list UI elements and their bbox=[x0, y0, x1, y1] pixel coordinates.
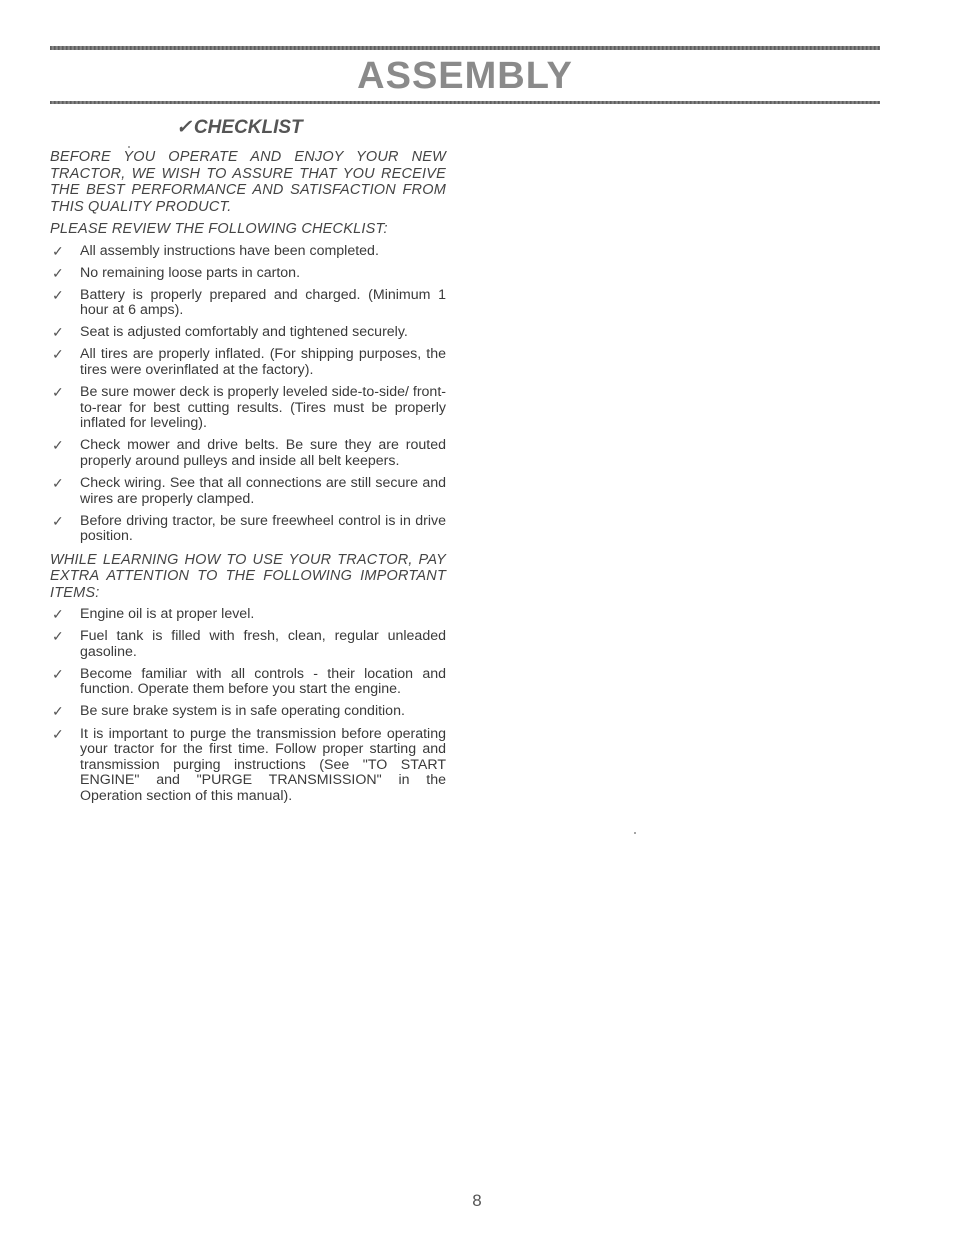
checklist-item-text: Engine oil is at proper level. bbox=[80, 606, 255, 622]
checklist-item bbox=[50, 514, 446, 545]
checklist-heading bbox=[176, 116, 446, 139]
checklist-item bbox=[50, 667, 446, 698]
check-icon: ✓ bbox=[52, 286, 64, 303]
check-icon: ✓ bbox=[52, 437, 64, 454]
checklist-item bbox=[50, 607, 446, 623]
check-icon: ✓ bbox=[52, 665, 64, 682]
checklist-item bbox=[50, 266, 446, 282]
header-bottom-rule bbox=[50, 101, 880, 104]
checklist-item bbox=[50, 476, 446, 507]
checklist-item bbox=[50, 704, 446, 720]
checklist-item-text: No remaining loose parts in carton. bbox=[80, 264, 301, 281]
checklist-item-text: All assembly instructions have been completed. bbox=[80, 242, 379, 259]
learning-intro: WHILE LEARNING HOW TO USE YOUR TRACTOR, PAY EXTRA ATTENTION TO THE FOLLOWING IMPORTANT ITEMS: bbox=[50, 551, 446, 601]
print-speck bbox=[128, 146, 130, 148]
check-icon: ✓ bbox=[52, 628, 64, 645]
checklist-item-text: Fuel tank is filled with fresh, clean, regular unleaded gasoline. bbox=[80, 628, 446, 660]
checklist-review-prompt: PLEASE REVIEW THE FOLLOWING CHECKLIST: bbox=[50, 221, 388, 237]
checklist-item-text: Be sure mower deck is properly leveled side-to-side/ front-to-rear for best cutting results. (Tires must be properly inflated for leveling). bbox=[80, 384, 446, 432]
check-icon: ✓ bbox=[52, 703, 64, 720]
checklist-item-text: Be sure brake system is in safe operating condition. bbox=[80, 703, 405, 720]
check-icon: ✓ bbox=[176, 117, 192, 138]
checklist-item-text: Battery is properly prepared and charged. (Minimum 1 hour at 6 amps). bbox=[80, 286, 446, 319]
checklist-item bbox=[50, 385, 446, 432]
page-number: 8 bbox=[472, 1191, 482, 1210]
check-icon: ✓ bbox=[52, 264, 64, 281]
check-icon: ✓ bbox=[52, 475, 64, 492]
checklist-item bbox=[50, 438, 446, 469]
checklist-item bbox=[50, 727, 446, 805]
print-speck bbox=[634, 832, 636, 834]
check-icon: ✓ bbox=[52, 384, 64, 401]
check-icon: ✓ bbox=[52, 324, 64, 341]
checklist-item bbox=[50, 288, 446, 319]
check-icon: ✓ bbox=[52, 725, 64, 742]
checklist-item bbox=[50, 347, 446, 378]
learning-items bbox=[50, 607, 446, 805]
check-icon: ✓ bbox=[52, 242, 64, 259]
checklist-item bbox=[50, 244, 446, 260]
checklist-item-text: Check mower and drive belts. Be sure they are routed properly around pulleys and inside all belt keepers. bbox=[80, 437, 446, 470]
check-icon: ✓ bbox=[52, 512, 64, 529]
checklist-heading-text: CHECKLIST bbox=[193, 117, 303, 138]
checklist-item-text: Seat is adjusted comfortably and tightened securely. bbox=[80, 324, 408, 341]
checklist-item bbox=[50, 629, 446, 660]
checklist-item-text: It is important to purge the transmission before operating your tractor for the first time. Follow proper starting and transmission purging instructions (See "TO START ENGINE" and "PURGE TRANSMISSION" in the Operation section of this manual). bbox=[80, 725, 446, 804]
check-icon: ✓ bbox=[52, 606, 64, 622]
checklist-item bbox=[50, 325, 446, 341]
checklist-intro: BEFORE YOU OPERATE AND ENJOY YOUR NEW TRACTOR, WE WISH TO ASSURE THAT YOU RECEIVE THE BEST PERFORMANCE AND SATISFACTION FROM THIS QUALITY PRODUCT. bbox=[50, 149, 446, 215]
page-title: ASSEMBLY bbox=[357, 55, 573, 97]
checklist-item-text: Become familiar with all controls - their location and function. Operate them before you start the engine. bbox=[80, 665, 446, 698]
checklist-item-text: Before driving tractor, be sure freewheel control is in drive position. bbox=[80, 512, 446, 545]
checklist-items bbox=[50, 244, 446, 546]
checklist-item-text: All tires are properly inflated. (For shipping purposes, the tires were overinflated at the factory). bbox=[80, 346, 446, 379]
left-column bbox=[50, 116, 446, 811]
checklist-item-text: Check wiring. See that all connections are still secure and wires are properly clamped. bbox=[80, 475, 446, 507]
check-icon: ✓ bbox=[52, 346, 64, 363]
